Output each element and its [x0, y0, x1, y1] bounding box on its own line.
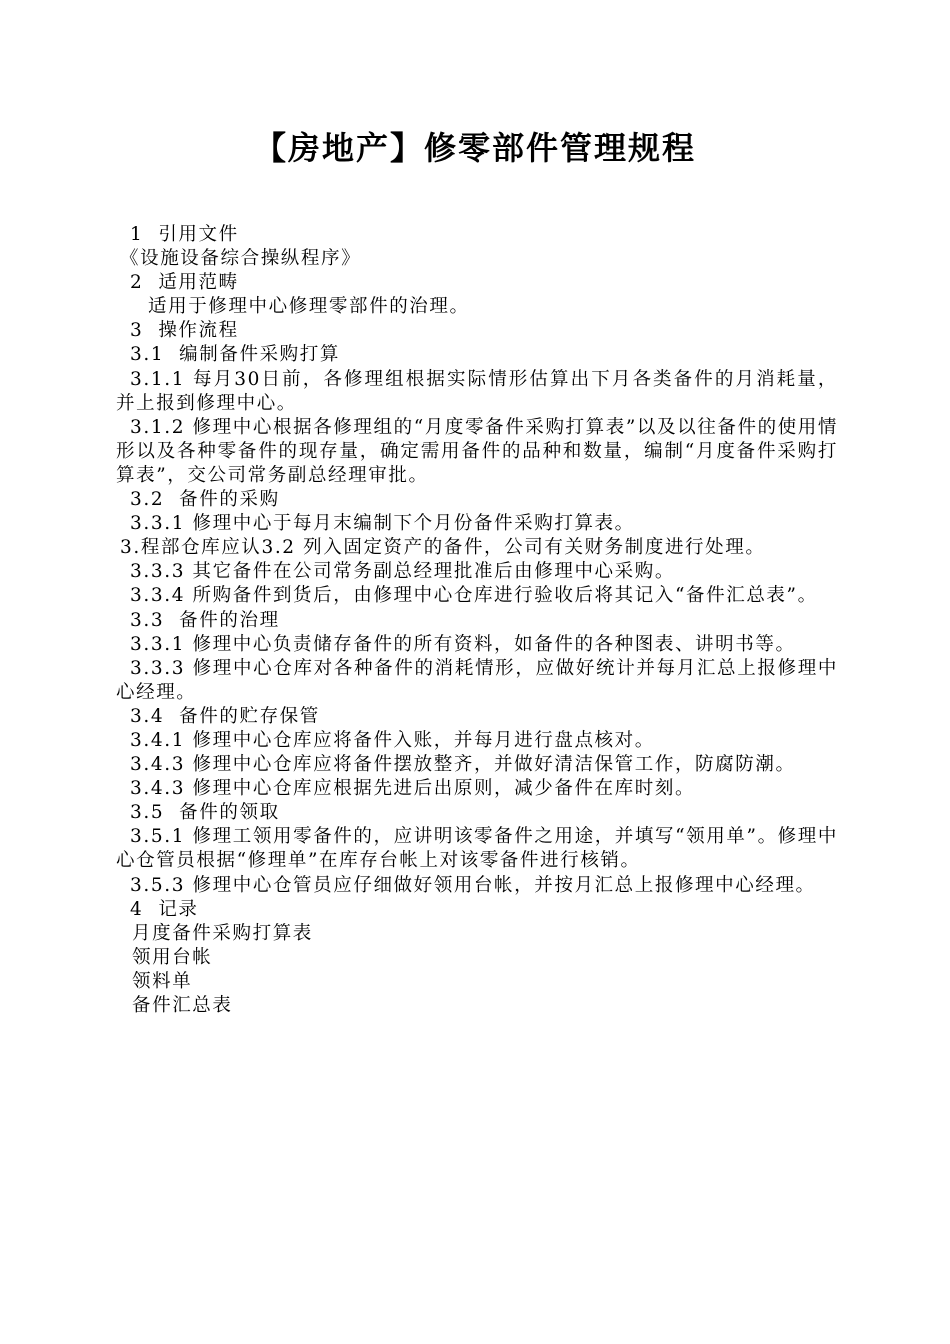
clause-paragraph: 3.3.1 修理中心于每月末编制下个月份备件采购打算表。 — [130, 513, 635, 535]
section-heading: 1 引用文件 — [130, 224, 239, 245]
record-item: 备件汇总表 — [132, 995, 233, 1016]
subsection-heading: 3.3 备件的治理 — [130, 609, 280, 631]
clause-paragraph: 3.4.1 修理中心仓库应将备件入账，并每月进行盘点核对。 — [130, 729, 655, 751]
clause-paragraph: 3.4.3 修理中心仓库应根据先进后出原则，减少备件在库时刻。 — [130, 778, 696, 800]
document-body — [116, 223, 838, 1018]
clause-paragraph: 3.3.4 所购备件到货后，由修理中心仓库进行验收后将其记入“备件汇总表”。 — [130, 585, 818, 607]
record-item: 月度备件采购打算表 — [132, 922, 313, 944]
clause-paragraph: 3.4.3 修理中心仓库应将备件摆放整齐，并做好清洁保管工作，防腐防潮。 — [130, 754, 796, 776]
scope-text: 适用于修理中心修理零部件的治理。 — [148, 296, 470, 318]
clause-paragraph: 3.1.1 每月30日前，各修理组根据实际情形估算出下月各类备件的月消耗量，并上报到修理中心。 — [116, 368, 838, 414]
section-heading: 3 操作流程 — [130, 320, 239, 342]
record-item: 领料单 — [132, 970, 193, 992]
record-item: 领用台帐 — [132, 946, 213, 968]
subsection-heading: 3.4 备件的贮存保管 — [130, 705, 320, 727]
clause-paragraph: 3.5.3 修理中心仓管员应仔细做好领用台帐，并按月汇总上报修理中心经理。 — [130, 874, 816, 896]
clause-paragraph: 3.5.1 修理工领用零备件的，应讲明该零备件之用途，并填写“领用单”。修理中心仓管员根据“修理单”在库存台帐上对该零备件进行核销。 — [116, 826, 838, 872]
clause-paragraph: 3.1.2 修理中心根据各修理组的“月度零备件采购打算表”以及以往备件的使用情形以及各种零备件的现存量，确定需用备件的品种和数量，编制“月度备件采购打算表”，交公司常务副总经理审批。 — [116, 416, 838, 486]
subsection-heading: 3.5 备件的领取 — [130, 802, 280, 824]
section-heading: 2 适用范畴 — [130, 272, 239, 294]
clause-paragraph: 3.3.3 其它备件在公司常务副总经理批准后由修理中心采购。 — [130, 561, 675, 583]
section-heading: 4 记录 — [130, 898, 199, 920]
clause-paragraph: 3.3.3 修理中心仓库对各种备件的消耗情形，应做好统计并每月汇总上报修理中心经理。 — [116, 657, 838, 703]
clause-paragraph: 3.3.1 修理中心负责储存备件的所有资料，如备件的各种图表、讲明书等。 — [130, 633, 796, 655]
clause-paragraph: 3.程部仓库应认3.2 列入固定资产的备件，公司有关财务制度进行处理。 — [120, 537, 766, 559]
reference-document: 《设施设备综合操纵程序》 — [120, 248, 362, 270]
subsection-heading: 3.1 编制备件采购打算 — [130, 344, 340, 366]
subsection-heading: 3.2 备件的采购 — [130, 489, 280, 511]
document-title: 【房地产】修零部件管理规程 — [253, 129, 696, 167]
